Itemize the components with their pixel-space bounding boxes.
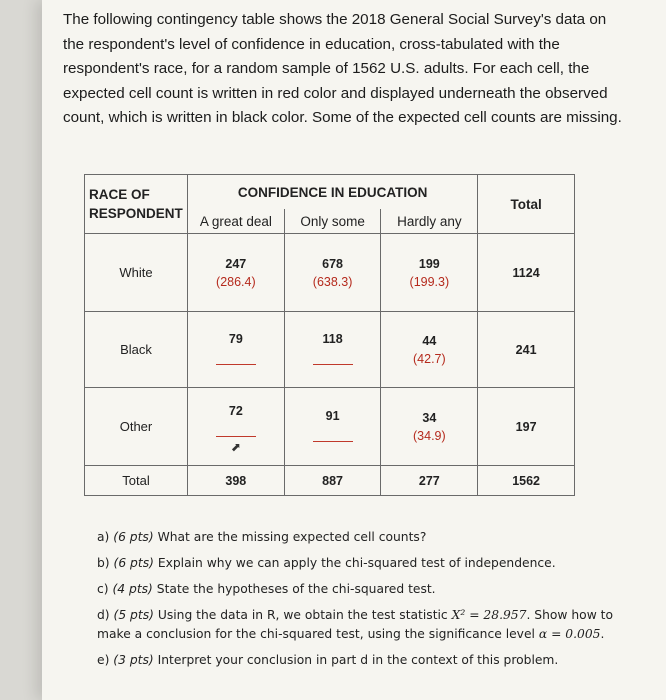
questions <box>97 528 617 677</box>
intro-paragraph: The following contingency table shows the 2018 General Social Survey's data on the respondent's level of confidence in education, cross-tabulated with the respondent's race, for a random sample of 1562 U.S. adults. For each cell, the expected cell count is written in red color and displayed underneath the observed count, which is written in black color. Some of the expected cell counts are missing. <box>63 11 622 126</box>
col-total: 398 <box>187 466 284 496</box>
observed-count: 44 <box>422 333 437 348</box>
question-a: a) (6 pts) What are the missing expected cell counts? <box>97 530 427 544</box>
row-label-white: White <box>85 234 188 312</box>
col-total: 277 <box>381 466 478 496</box>
cell <box>284 312 381 388</box>
contingency-table <box>84 174 575 496</box>
grand-total: 1562 <box>478 466 575 496</box>
expected-count: (42.7) <box>413 351 446 366</box>
row-total: 241 <box>478 312 575 388</box>
col-header-hardly-any: Hardly any <box>381 209 478 234</box>
table-row <box>85 234 575 312</box>
observed-count: 72 <box>228 403 243 418</box>
observed-count: 91 <box>325 408 340 423</box>
missing-expected-blank <box>216 352 256 365</box>
total-row <box>85 466 575 496</box>
corner-header <box>85 175 188 234</box>
question-c: c) (4 pts) State the hypotheses of the chi-squared test. <box>97 582 436 596</box>
corner-line-2: RESPONDENT <box>89 206 183 221</box>
table-row <box>85 388 575 466</box>
expected-count: (34.9) <box>413 428 446 443</box>
cell <box>284 234 381 312</box>
missing-expected-blank <box>313 352 353 365</box>
total-header: Total <box>478 175 575 234</box>
row-label-black: Black <box>85 312 188 388</box>
expected-count: (286.4) <box>216 274 256 289</box>
alpha-value: α = 0.005 <box>538 627 601 641</box>
observed-count: 678 <box>322 256 344 271</box>
expected-count: (199.3) <box>409 274 450 289</box>
table-row <box>85 312 575 388</box>
row-total: 197 <box>478 388 575 466</box>
question-b: b) (6 pts) Explain why we can apply the chi-squared test of independence. <box>97 556 556 570</box>
missing-expected-blank <box>216 424 256 437</box>
cell <box>187 234 284 312</box>
expected-count: (638.3) <box>312 274 353 289</box>
col-header-great-deal: A great deal <box>187 209 284 234</box>
observed-count: 34 <box>422 410 437 425</box>
observed-count: 118 <box>322 331 343 346</box>
row-total: 1124 <box>478 234 575 312</box>
test-statistic: X² = 28.957 <box>451 608 527 622</box>
question-e: e) (3 pts) Interpret your conclusion in part d in the context of this problem. <box>97 653 559 667</box>
row-label-total: Total <box>85 466 188 496</box>
col-header-only-some: Only some <box>284 209 381 234</box>
observed-count: 247 <box>225 256 247 271</box>
cell <box>284 388 381 466</box>
corner-line-1: RACE OF <box>89 187 150 202</box>
cell <box>381 312 478 388</box>
question-d: d) (5 pts) Using the data in R, we obtain the test statistic X² = 28.957. Show how to make a conclusion for the chi-squared test, using the significance level α = 0.005. <box>97 608 614 641</box>
row-label-other: Other <box>85 388 188 466</box>
observed-count: 79 <box>228 331 243 346</box>
cell <box>381 234 478 312</box>
cell <box>187 312 284 388</box>
cursor-arrow-icon: ⬈ <box>230 439 241 454</box>
group-header: CONFIDENCE IN EDUCATION <box>187 175 477 210</box>
cell <box>187 388 284 466</box>
missing-expected-blank <box>313 429 353 442</box>
col-total: 887 <box>284 466 381 496</box>
observed-count: 199 <box>418 256 440 271</box>
cell <box>381 388 478 466</box>
